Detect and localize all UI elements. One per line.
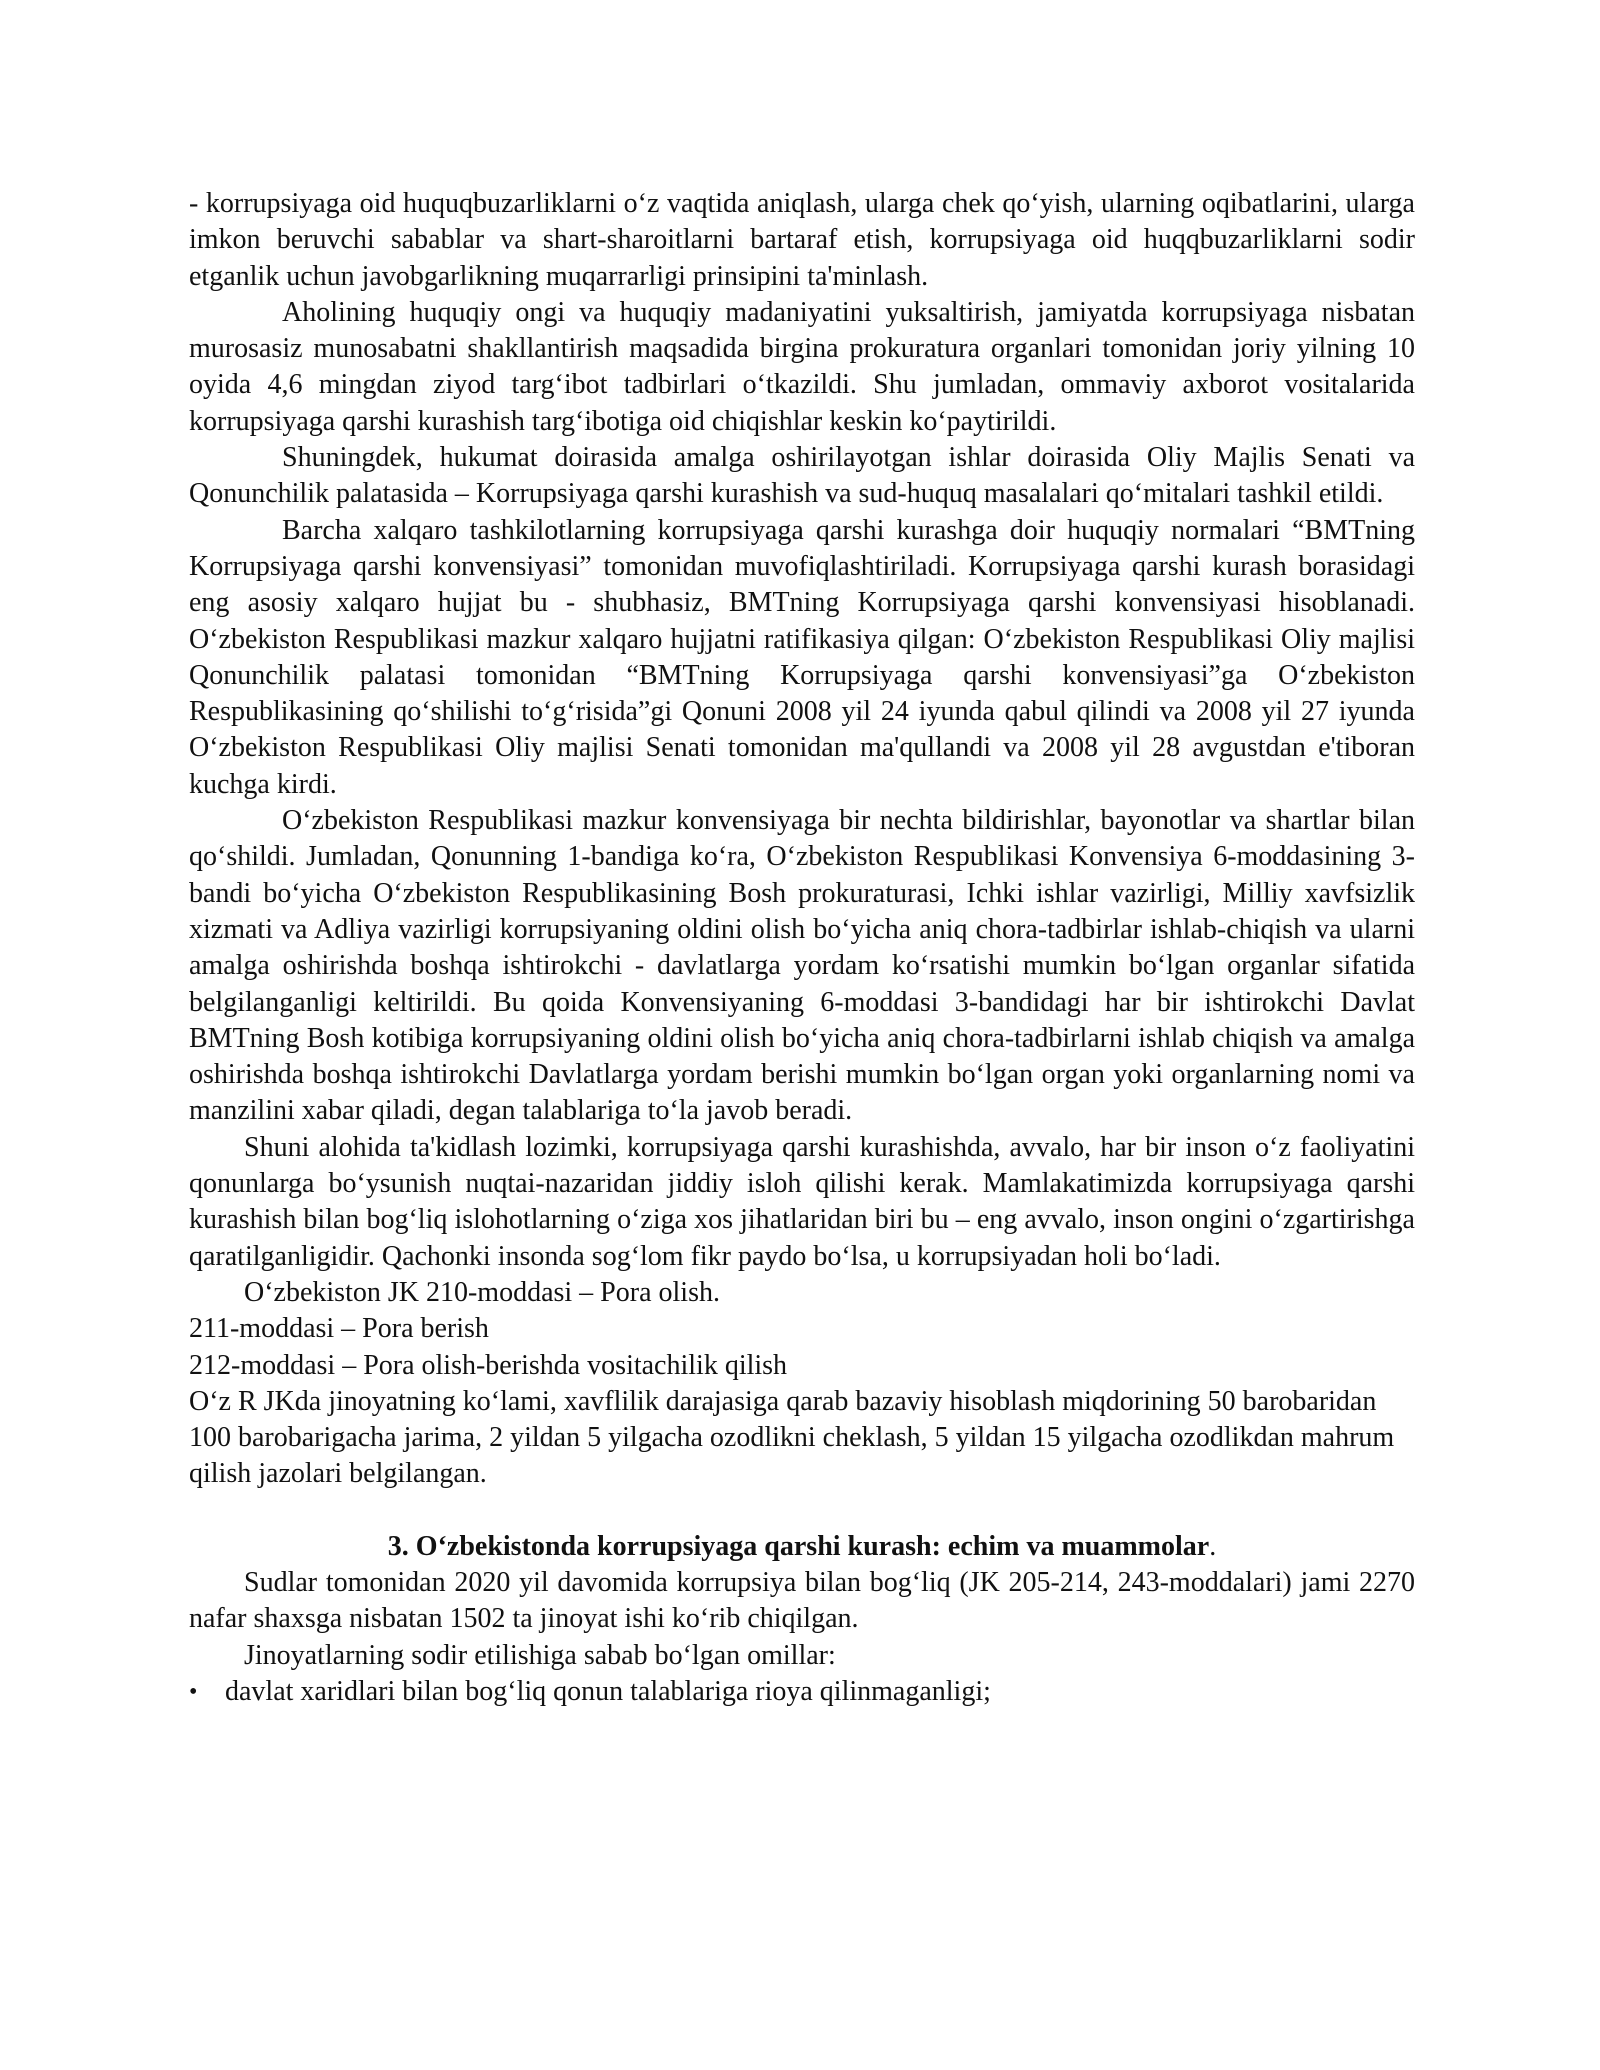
penalties-paragraph: O‘z R JKda jinoyatning ko‘lami, xavflilik darajasiga qarab bazaviy hisoblash miqdorining 50 barobaridan 100 barobarigacha jarima, 2 yildan 5 yilgacha ozodlikni cheklash, 5 yildan 15 yilgacha ozodlikdan mahrum qilish jazolari belgilangan. bbox=[189, 1385, 1395, 1490]
article-212-line: 212-moddasi – Pora olish-berishda vositachilik qilish bbox=[189, 1349, 788, 1381]
article-210-line: O‘zbekiston JK 210-moddasi – Pora olish. bbox=[244, 1276, 720, 1308]
paragraph-2: Aholining huquqiy ongi va huquqiy madaniyatini yuksaltirish, jamiyatda korrupsiyaga nisbatan murosasiz munosabatni shakllantirish maqsadida birgina prokuratura organlari tomonidan joriy yilning 10 oyida 4,6 mingdan ziyod targ‘ibot tadbirlari o‘tkazildi. Shu jumladan, ommaviy axborot vositalarida korrupsiyaga qarshi kurashish targ‘ibotiga oid chiqishlar keskin ko‘paytirildi. bbox=[189, 296, 1415, 437]
section-heading-text: 3. O‘zbekistonda korrupsiyaga qarshi kurash: echim va muammolar bbox=[387, 1530, 1210, 1562]
article-211-line: 211-moddasi – Pora berish bbox=[189, 1313, 489, 1345]
paragraph-3: Shuningdek, hukumat doirasida amalga oshirilayotgan ishlar doirasida Oliy Majlis Senati va Qonunchilik palatasida – Korrupsiyaga qarshi kurashish va sud-huquq masalalari qo‘mitalari tashkil etildi. bbox=[189, 442, 1415, 510]
section-heading bbox=[189, 1529, 1415, 1565]
blank-line bbox=[189, 1493, 1415, 1529]
list-item bbox=[189, 1674, 1415, 1710]
paragraph-1: - korrupsiyaga oid huquqbuzarliklarni o‘z vaqtida aniqlash, ularga chek qo‘yish, ularning oqibatlarini, ularga imkon beruvchi sabablar va shart-sharoitlarni bartaraf etish, korrupsiyaga oid huqqbuzarliklarni sodir etganlik uchun javobgarlikning muqarrarligi prinsipini ta'minlash. bbox=[189, 188, 1415, 292]
bullet-icon: • bbox=[189, 1678, 198, 1705]
paragraph-5: O‘zbekiston Respublikasi mazkur konvensiyaga bir nechta bildirishlar, bayonotlar va shartlar bilan qo‘shildi. Jumladan, Qonunning 1-bandiga ko‘ra, O‘zbekiston Respublikasi Konvensiya 6-moddasining 3-bandi bo‘yicha O‘zbekiston Respublikasining Bosh prokuraturasi, Ichki ishlar vazirligi, Milliy xavfsizlik xizmati va Adliya vazirligi korrupsiyaning oldini olish bo‘yicha aniq chora-tadbirlar ishlab-chiqish va ularni amalga oshirishda boshqa ishtirokchi - davlatlarga yordam ko‘rsatishi mumkin bo‘lgan organlar sifatida belgilanganligi keltirildi. Bu qoida Konvensiyaning 6-moddasi 3-bandidagi har bir ishtirokchi Davlat BMTning Bosh kotibiga korrupsiyaning oldini olish bo‘yicha aniq chora-tadbirlarni ishlab chiqish va amalga oshirishda boshqa ishtirokchi Davlatlarga yordam berishi mumkin bo‘lgan organ yoki organlarning nomi va manzilini xabar qiladi, degan talablariga to‘la javob beradi. bbox=[189, 805, 1415, 1127]
list-item-text: davlat xaridlari bilan bog‘liq qonun talablariga rioya qilinmaganligi; bbox=[225, 1675, 991, 1707]
court-statistics-paragraph: Sudlar tomonidan 2020 yil davomida korrupsiya bilan bog‘liq (JK 205-214, 243-moddalari) jami 2270 nafar shaxsga nisbatan 1502 ta jinoyat ishi ko‘rib chiqilgan. bbox=[189, 1566, 1415, 1635]
paragraph-4: Barcha xalqaro tashkilotlarning korrupsiyaga qarshi kurashga doir huquqiy normalari “BMTning Korrupsiyaga qarshi konvensiyasi” tomonidan muvofiqlashtiriladi. Korrupsiyaga qarshi kurash borasidagi eng asosiy xalqaro hujjat bu - shubhasiz, BMTning Korrupsiyaga qarshi konvensiyasi hisoblanadi. O‘zbekiston Respublikasi mazkur xalqaro hujjatni ratifikasiya qilgan: O‘zbekiston Respublikasi Oliy majlisi Qonunchilik palatasi tomonidan “BMTning Korrupsiyaga qarshi konvensiyasi”ga O‘zbekiston Respublikasining qo‘shilishi to‘g‘risida”gi Qonuni 2008 yil 24 iyunda qabul qilindi va 2008 yil 27 iyunda O‘zbekiston Respublikasi Oliy majlisi Senati tomonidan ma'qullandi va 2008 yil 28 avgustdan e'tiboran kuchga kirdi. bbox=[189, 514, 1415, 800]
factors-intro: Jinoyatlarning sodir etilishiga sabab bo‘lgan omillar: bbox=[244, 1639, 836, 1671]
document-page bbox=[189, 186, 1415, 1710]
paragraph-6: Shuni alohida ta'kidlash lozimki, korrupsiyaga qarshi kurashishda, avvalo, har bir inson o‘z faoliyatini qonunlarga bo‘ysunish nuqtai-nazaridan jiddiy isloh qilishi kerak. Mamlakatimizda korrupsiyaga qarshi kurashish bilan bog‘liq islohotlarning o‘ziga xos jihatlaridan biri bu – eng avvalo, inson ongini o‘zgartirishga qaratilganligidir. Qachonki insonda sog‘lom fikr paydo bo‘lsa, u korrupsiyadan holi bo‘ladi. bbox=[189, 1131, 1415, 1272]
section-heading-dot: . bbox=[1209, 1530, 1217, 1562]
